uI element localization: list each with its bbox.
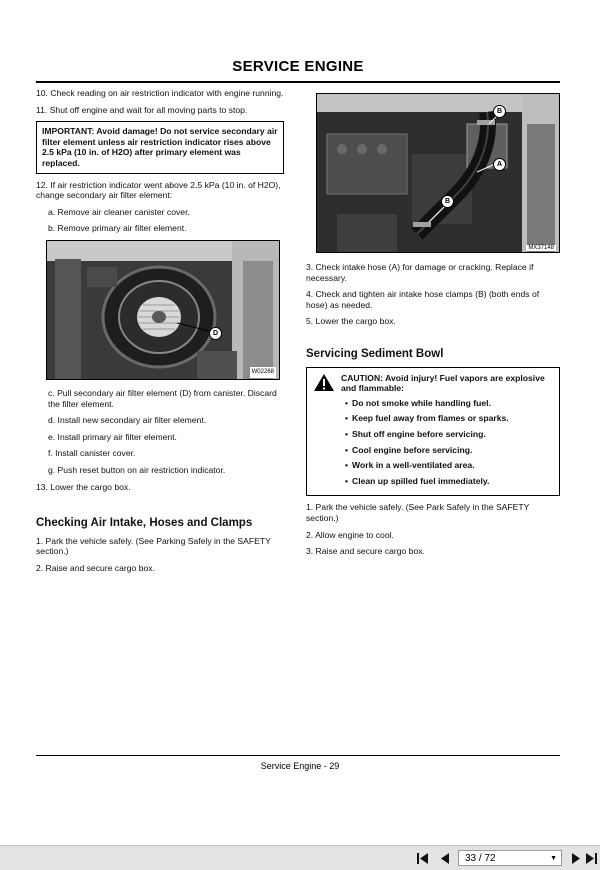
step-12a: a. Remove air cleaner canister cover. (48, 206, 190, 217)
callout-d: D (209, 327, 222, 340)
prev-page-icon (441, 853, 450, 864)
step-12d: d. Install new secondary air filter element. (48, 415, 207, 426)
step-12b: b. Remove primary air filter element. (48, 223, 187, 234)
callout-b-top: B (493, 105, 506, 118)
sediment-step-3: 3. Raise and secure cargo box. (306, 546, 425, 557)
page-indicator-text: 33 / 72 (465, 853, 496, 864)
caution-item: • Shut off engine before servicing. (345, 429, 553, 440)
air-intake-step-2: 2. Raise and secure cargo box. (36, 562, 155, 573)
right-column (306, 262, 560, 563)
first-page-button[interactable] (416, 851, 430, 865)
intake-hose-photo (316, 93, 560, 253)
step-12f: f. Install canister cover. (48, 448, 136, 459)
page-title: SERVICE ENGINE (232, 58, 364, 75)
last-page-icon (585, 853, 597, 864)
intake-hose-illustration (317, 94, 559, 252)
caution-item: • Keep fuel away from flames or sparks. (345, 413, 553, 424)
caution-item: • Cool engine before servicing. (345, 445, 553, 456)
title-rule (36, 81, 560, 83)
next-page-icon (571, 853, 580, 864)
sediment-step-2: 2. Allow engine to cool. (306, 529, 394, 540)
step-11: 11. Shut off engine and wait for all moving parts to stop. (36, 104, 248, 115)
caution-list (345, 398, 553, 487)
air-filter-illustration (47, 241, 279, 379)
caution-item: • Work in a well-ventilated area. (345, 460, 553, 471)
footer-rule (36, 755, 560, 756)
last-page-button[interactable] (584, 851, 598, 865)
step-12: 12. If air restriction indicator went above 2.5 kPa (10 in. of H2O), change secondary air filter element: (36, 179, 281, 201)
caution-box (306, 367, 560, 497)
step-13: 13. Lower the cargo box. (36, 481, 131, 492)
prev-page-button[interactable] (438, 851, 452, 865)
hose-step-5: 5. Lower the cargo box. (306, 316, 396, 327)
callout-a: A (493, 158, 506, 171)
air-filter-photo (46, 240, 280, 380)
air-intake-step-1: 1. Park the vehicle safely. (See Parking Safely in the SAFETY section.) (36, 535, 271, 557)
hose-step-4: 4. Check and tighten air intake hose clamps (B) (both ends of hose) as needed. (306, 289, 540, 310)
section-heading-air-intake: Checking Air Intake, Hoses and Clamps (36, 517, 253, 530)
photo-label-w02268: W02268 (250, 367, 276, 378)
first-page-icon (417, 853, 429, 864)
pdf-toolbar (0, 845, 600, 870)
photo-label-mx37148: MX37148 (528, 245, 554, 251)
caution-item: • Clean up spilled fuel immediately. (345, 476, 553, 487)
next-page-button[interactable] (568, 851, 582, 865)
caution-heading: CAUTION: Avoid injury! Fuel vapors are explosive and flammable: (341, 372, 545, 394)
caution-item: • Do not smoke while handling fuel. (345, 398, 553, 409)
warning-triangle-icon (313, 373, 335, 392)
section-heading-sediment-bowl: Servicing Sediment Bowl (306, 347, 444, 360)
step-10: 10. Check reading on air restriction indicator with engine running. (36, 88, 284, 98)
important-notice: IMPORTANT: Avoid damage! Do not service secondary air filter element unless air restriction indicator rises above 2.5 kPa (10 in. of H2O) after primary element was replaced. (36, 121, 284, 173)
left-column (36, 88, 284, 579)
step-12g: g. Push reset button on air restriction indicator. (48, 464, 226, 475)
sediment-step-1: 1. Park the vehicle safely. (See Park Safely in the SAFETY section.) (306, 502, 530, 523)
hose-step-3: 3. Check intake hose (A) for damage or cracking. Replace if necessary. (306, 262, 534, 283)
step-12c: c. Pull secondary air filter element (D) from canister. Discard the filter element. (48, 387, 277, 409)
page-footer: Service Engine - 29 (260, 761, 340, 771)
chevron-down-icon: ▼ (550, 855, 557, 862)
page-indicator[interactable] (458, 850, 562, 866)
callout-b-bottom: B (441, 195, 454, 208)
step-12e: e. Install primary air filter element. (48, 431, 177, 442)
page-header (36, 54, 560, 82)
